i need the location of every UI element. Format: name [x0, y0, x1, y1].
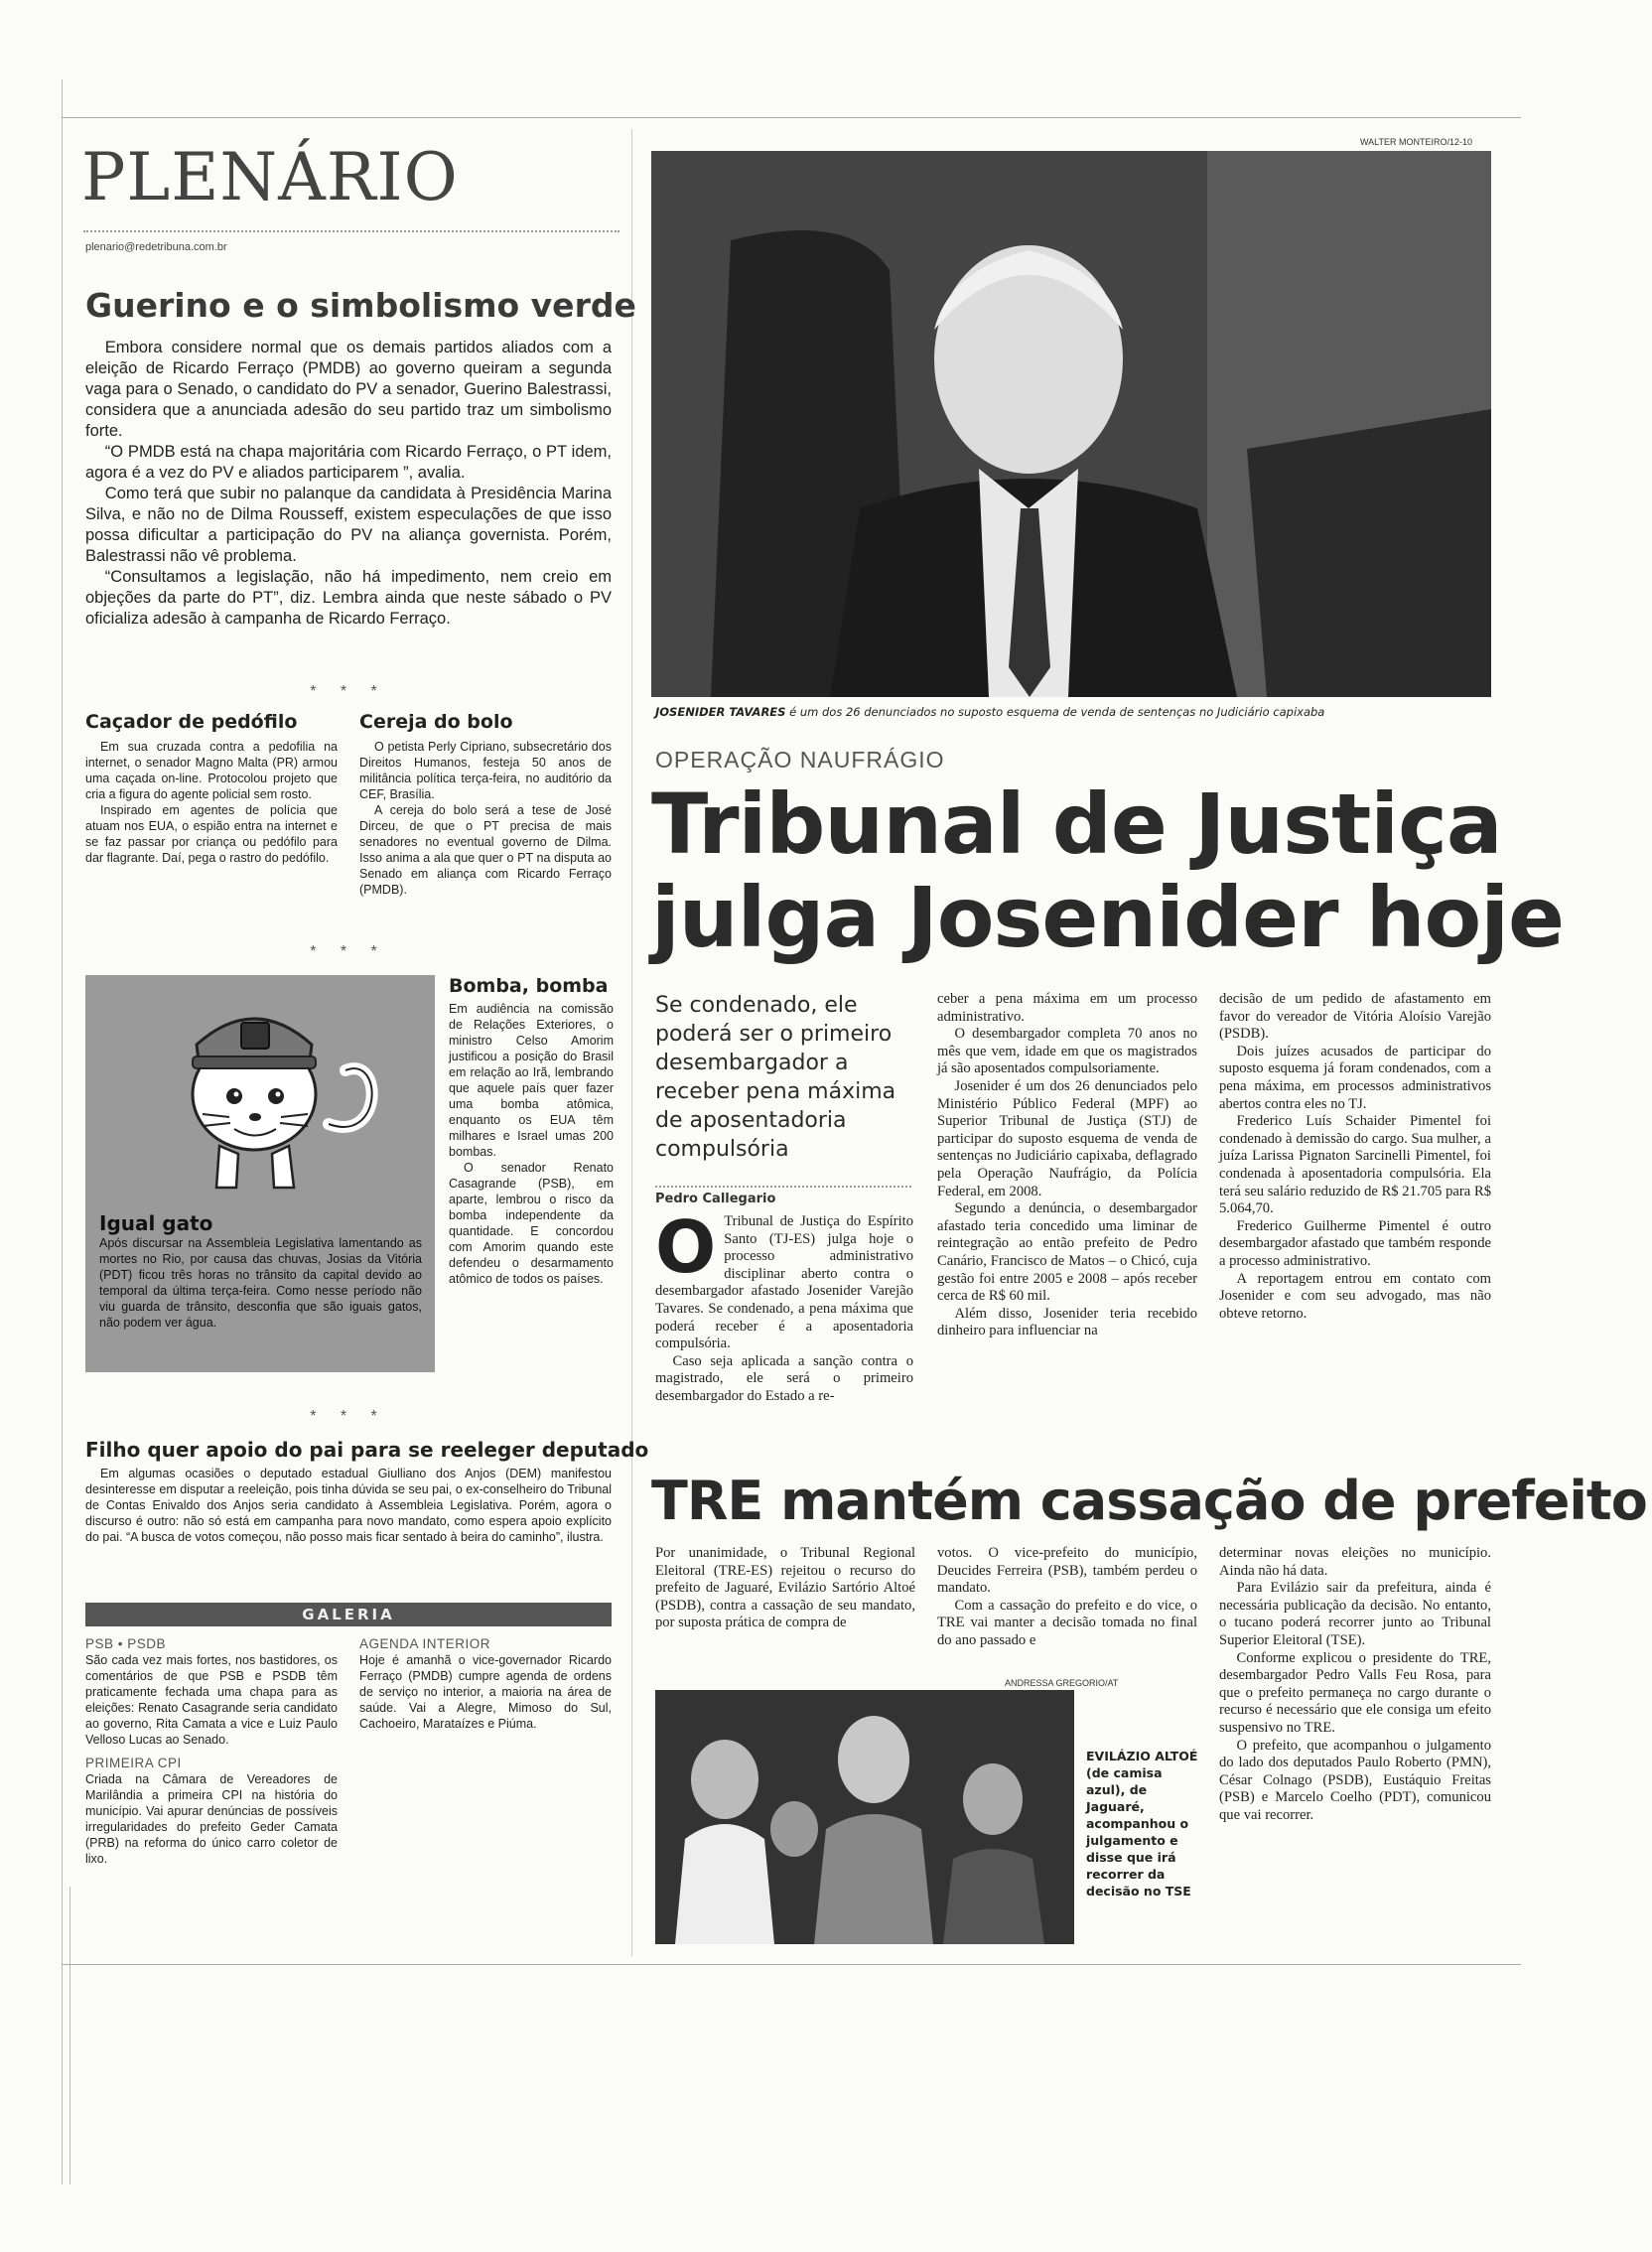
cacador-title: Caçador de pedófilo: [85, 711, 298, 733]
galeria-col-2: [359, 1632, 612, 1732]
tre-paragraph: Para Evilázio sair da prefeitura, ainda é necessária publicação da decisão. No entanto, o tucano poderá recorrer junto ao Tribunal Superior Eleitoral (TSE).: [1219, 1580, 1491, 1648]
separator-stars: * * *: [310, 943, 387, 960]
byline-rule: [655, 1186, 911, 1188]
filho-title: Filho quer apoio do pai para se reeleger deputado: [85, 1438, 649, 1462]
cacador-paragraph: Em sua cruzada contra a pedofilia na internet, o senador Magno Malta (PR) armou uma caçada on-line. Protocolou projeto que cria a figura do agente policial sem rosto.: [85, 740, 338, 801]
tre-headline: TRE mantém cassação de prefeito: [651, 1470, 1647, 1532]
story-paragraph: ceber a pena máxima em um processo administrativo.: [937, 991, 1197, 1025]
story-paragraph: Caso seja aplicada a sanção contra o magistrado, ele será o primeiro desembargador do Estado a re-: [655, 1352, 913, 1404]
main-story-paragraph: “Consultamos a legislação, não há impedimento, nem creio em objeções da parte do PT”, diz. Lembra ainda que neste sábado o PV oficializa adesão à campanha de Ricardo Ferraço.: [85, 568, 612, 628]
page-bottom-rule: [62, 1964, 1521, 1965]
courtroom-audience-image: [655, 1690, 1074, 1944]
tre-col-2: [937, 1545, 1197, 1650]
galeria-bar: GALERIA: [85, 1603, 612, 1626]
bomba-paragraph: O senador Renato Casagrande (PSB), em aparte, lembrou o risco da bomba independente da quantidade. E concordou com Amorim quando este defendeu o desarmamento atômico de todos os países.: [449, 1161, 614, 1286]
galeria-cpi-text: Criada na Câmara de Vereadores de Marilândia a primeira CPI na história do município. Vai apurar denúncias de possíveis irregularidades do prefeito Geder Camata (PRB) na reforma do único carro coletor de lixo.: [85, 1772, 338, 1866]
section-email: plenario@redetribuna.com.br: [85, 241, 227, 253]
tre-paragraph: Conforme explicou o presidente do TRE, desembargador Pedro Valls Feu Rosa, para que o prefeito permaneça no cargo durante o recurso é necessário que ele consiga um efeito suspensivo no TRE.: [1219, 1649, 1491, 1736]
igual-gato-box: [85, 975, 435, 1372]
story-col-2: [937, 991, 1197, 1340]
column-divider: [631, 129, 632, 1956]
cat-illustration-icon: [85, 975, 435, 1194]
tre-paragraph: O prefeito, que acompanhou o julgamento do lado dos deputados Paulo Roberto (PMN), César Colnago (PSDB), Eustáquio Freitas (PSB) e Marcelo Coelho (PDT), comunicou que vai recorrer.: [1219, 1737, 1491, 1823]
bomba-title: Bomba, bomba: [449, 975, 609, 997]
story-paragraph: A reportagem entrou em contato com Josenider e com seu advogado, mas não obteve retorno.: [1219, 1270, 1491, 1322]
cereja-paragraph: O petista Perly Cipriano, subsecretário dos Direitos Humanos, festeja 50 anos de militância política terça-feira, no auditório da CEF, Brasília.: [359, 740, 612, 801]
man-in-suit-image: [651, 151, 1491, 697]
tre-paragraph: Por unanimidade, o Tribunal Regional Eleitoral (TRE-ES) rejeitou o recurso do prefeito de Jaguaré, Evilázio Sartório Altoé (PSDB), contra a cassação de seu mandato, por suposta prática de compra de: [655, 1545, 915, 1631]
main-story-paragraph: Embora considere normal que os demais partidos aliados com a eleição de Ricardo Ferraço (PMDB) ao governo queiram a segunda vaga para o Senado, o candidato do PV a senador, Guerino Balestrassi, considera que a anunciada adesão do seu partido traz um simbolismo forte.: [85, 339, 612, 440]
story-paragraph: Josenider é um dos 26 denunciados pelo Ministério Público Federal (MPF) ao Superior Tribunal de Justiça (STJ) de participar do suposto esquema de venda de sentenças no Judiciário capixaba, deflagrado pela Operação Naufrágio, da Polícia Federal, em 2008.: [937, 1077, 1197, 1199]
story-paragraph: Tribunal de Justiça do Espírito Santo (TJ-ES) julga hoje o processo administrativo disciplinar aberto contra o desembargador afastado Josenider Varejão Tavares. Se condenado, a pena máxima que poderá receber é a aposentadoria compulsória.: [655, 1213, 913, 1352]
story-paragraph: O desembargador completa 70 anos no mês que vem, idade em que os magistrados já são aposentados compulsoriamente.: [937, 1026, 1197, 1077]
tre-col-3: [1219, 1545, 1491, 1825]
main-story-body: [85, 338, 612, 630]
tre-photo-credit: ANDRESSA GREGORIO/AT: [1005, 1678, 1119, 1688]
bomba-paragraph: Em audiência na comissão de Relações Exteriores, o ministro Celso Amorim justificou a posição do Brasil em relação ao Irã, lembrando que aquele país quer fazer uma bomba atômica, enquanto os EUA têm milhares e Israel umas 200 bombas.: [449, 1002, 614, 1159]
galeria-cpi-title: PRIMEIRA CPI: [85, 1756, 182, 1770]
main-story-paragraph: “O PMDB está na chapa majoritária com Ricardo Ferraço, o PT idem, agora é a vez do PV e aliados participarem ”, avalia.: [85, 443, 612, 482]
tre-paragraph: determinar novas eleições no município. Ainda não há data.: [1219, 1545, 1491, 1579]
cereja-paragraph: A cereja do bolo será a tese de José Dirceu, de que o PT precisa de mais senadores no eventual governo de Dilma. Isso anima a ala que quer o PT na disputa ao Senado em aliança com Ricardo Ferraço (PMDB).: [359, 803, 612, 897]
cacador-paragraph: Inspirado em agentes de polícia que atuam nos EUA, o espião entra na internet e se faz passar por criança ou pedófilo para dar flagrante. Daí, pega o rastro do pedófilo.: [85, 803, 338, 865]
story-paragraph: Dois juízes acusados de participar do suposto esquema já foram condenados, com a pena máxima, em processos administrativos abertos contra eles no TJ.: [1219, 1043, 1491, 1112]
subhead: Se condenado, ele poderá ser o primeiro desembargador a receber pena máxima de aposentadoria compulsória: [655, 993, 896, 1162]
cereja-body: [359, 739, 612, 898]
main-story-paragraph: Como terá que subir no palanque da candidata à Presidência Marina Silva, e não no de Dilma Rousseff, existem especulações de que isso possa dificultar a participação do PV na aliança governista. Porém, Balestrassi não vê problema.: [85, 485, 612, 565]
section-title: PLENÁRIO: [81, 139, 459, 215]
igual-gato-text: Após discursar na Assembleia Legislativa lamentando as mortes no Rio, por causa das chuvas, Josias da Vitória (PDT) ficou três horas no trânsito da capital devido ao temporal da última terça-feira. Como nesse período não viu guarda de trânsito, desconfia que são iguais gatos, não podem ver água.: [99, 1236, 422, 1330]
galeria-psb-text: São cada vez mais fortes, nos bastidores, os comentários de que PSB e PSDB têm praticamente fechada uma chapa para as eleições: Renato Casagrande seria candidato ao governo, Rita Camata a vice e Luiz Paulo Velloso Lucas ao Senado.: [85, 1653, 338, 1747]
josenider-photo: [651, 151, 1491, 697]
story-paragraph: Frederico Luís Schaider Pimentel foi condenado à demissão do cargo. Sua mulher, a juíza Larissa Pignaton Sarcinelli Pimentel, foi condenada à aposentadoria compulsória. Ela terá seu salário reduzido de R$ 21.705 para R$ 5.064,70.: [1219, 1113, 1491, 1217]
cereja-title: Cereja do bolo: [359, 711, 513, 733]
kicker: OPERAÇÃO NAUFRÁGIO: [655, 747, 945, 773]
separator-stars: * * *: [310, 683, 387, 700]
story-paragraph: Segundo a denúncia, o desembargador afastado teria concedido uma liminar de reintegração ao então prefeito de Pedro Canário, Francisco de Matos – o Chicó, cuja gestão foi entre 2005 e 2008 – após receber cerca de R$ 60 mil.: [937, 1200, 1197, 1305]
photo-caption-name: JOSENIDER TAVARES: [655, 705, 786, 719]
story-paragraph: Frederico Guilherme Pimentel é outro desembargador afastado que também responde a processo administrativo.: [1219, 1217, 1491, 1269]
tre-photo: [655, 1690, 1074, 1944]
photo-caption: [655, 705, 1489, 719]
bomba-body: [449, 1001, 614, 1287]
page-left-edge: [62, 79, 63, 2184]
filho-text: Em algumas ocasiões o deputado estadual Giulliano dos Anjos (DEM) manifestou desinteresse em disputar a reeleição, pois tinha dúvida se seu pai, o ex-conselheiro do Tribunal de Contas Enivaldo dos Anjos seria candidato à Assembleia Legislativa. Porém, agora o discurso é outro: não só está em campanha para novo mandato, como espera apoio explícito do pai. “A busca de votos começou, não posso mais ficar sentado à beira do caminho”, ilustra.: [85, 1467, 612, 1544]
galeria-col-1: [85, 1632, 338, 1867]
cacador-body: [85, 739, 338, 866]
main-story-title: Guerino e o simbolismo verde: [85, 286, 636, 325]
tre-paragraph: Com a cassação do prefeito e do vice, o TRE vai manter a decisão tomada no final do ano passado e: [937, 1597, 1197, 1648]
tre-col-1: [655, 1545, 915, 1632]
photo-caption-text: é um dos 26 denunciados no suposto esquema de venda de sentenças no Judiciário capixaba: [785, 705, 1325, 719]
galeria-agenda-title: AGENDA INTERIOR: [359, 1636, 491, 1651]
galeria-psb-title: PSB • PSDB: [85, 1636, 167, 1651]
story-paragraph: Além disso, Josenider teria recebido dinheiro para influenciar na: [937, 1305, 1197, 1339]
separator-stars: * * *: [310, 1408, 387, 1425]
story-paragraph: decisão de um pedido de afastamento em favor do vereador de Vitória Aloísio Varejão (PSDB).: [1219, 991, 1491, 1043]
headline-line-2: julga Josenider hoje: [651, 869, 1565, 966]
tre-photo-caption: EVILÁZIO ALTOÉ (de camisa azul), de Jaguaré, acompanhou o julgamento e disse que irá recorrer da decisão no TSE: [1086, 1749, 1198, 1899]
igual-gato-title: Igual gato: [99, 1211, 213, 1235]
galeria-agenda-text: Hoje é amanhã o vice-governador Ricardo Ferraço (PMDB) cumpre agenda de ordens de serviço no interior, a maioria na área de saúde. Vai a Alegre, Mimoso do Sul, Cachoeiro, Marataízes e Piúma.: [359, 1653, 612, 1731]
story-col-3: [1219, 991, 1491, 1323]
page-top-rule: [62, 117, 1521, 118]
section-title-rule: [83, 230, 620, 232]
byline: Pedro Callegario: [655, 1192, 776, 1206]
story-col-1: [655, 1205, 913, 1406]
headline-line-1: Tribunal de Justiça: [651, 775, 1502, 873]
photo-credit: WALTER MONTEIRO/12-10: [1360, 137, 1473, 147]
page-left-edge-inner: [69, 1887, 70, 2184]
tre-paragraph: votos. O vice-prefeito do município, Deucides Ferreira (PSB), também perdeu o mandato.: [937, 1545, 1197, 1597]
dropcap: O: [655, 1205, 717, 1289]
